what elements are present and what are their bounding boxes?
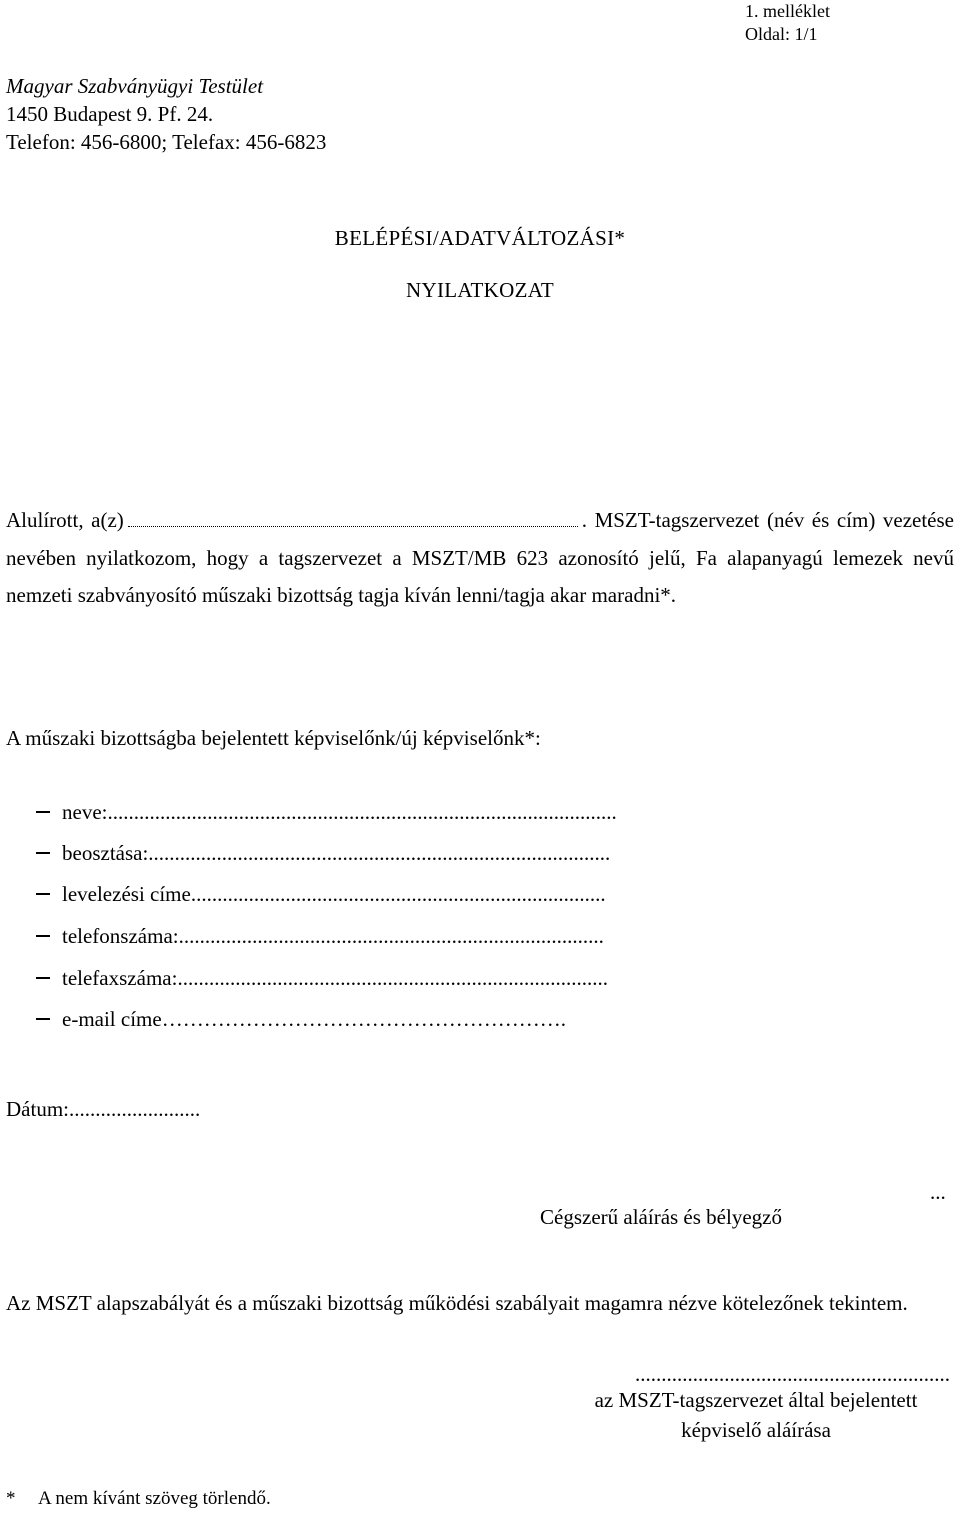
field-label: telefonszáma: — [62, 924, 179, 948]
field-name[interactable] — [36, 800, 896, 825]
dash-bullet — [36, 852, 50, 854]
dash-bullet — [36, 811, 50, 813]
company-signature-label: Cégszerű aláírás és bélyegző — [540, 1205, 782, 1229]
footnote-marker: * — [6, 1488, 16, 1509]
field-position[interactable] — [36, 841, 896, 866]
representative-signature-label-line2: képviselő aláírása — [681, 1418, 831, 1442]
date-label: Dátum: — [6, 1097, 69, 1121]
date-fill: ......................... — [69, 1097, 201, 1121]
representative-signature-line[interactable]: ............................................................ — [635, 1362, 950, 1386]
field-phone[interactable] — [36, 924, 896, 949]
document-title-line1: BELÉPÉSI/ADATVÁLTOZÁSI* — [334, 226, 626, 250]
field-label: beosztása: — [62, 841, 149, 865]
footnote — [6, 1488, 271, 1510]
page-number: Oldal: 1/1 — [745, 24, 818, 44]
acceptance-statement: Az MSZT alapszabályát és a műszaki bizottság működési szabályait magamra nézve kötelezőnek tekintem. — [6, 1291, 908, 1315]
field-email[interactable] — [36, 1007, 896, 1032]
declaration-paragraph — [6, 502, 954, 615]
field-fill: ................................................................................. — [178, 924, 604, 948]
appendix-label: 1. melléklet — [745, 1, 830, 21]
document-title-line2: NYILATKOZAT — [406, 278, 554, 302]
field-fill: ................................................................................................. — [107, 800, 617, 824]
date-field[interactable] — [6, 1097, 200, 1122]
field-fax[interactable] — [36, 966, 896, 991]
field-mailing-address[interactable] — [36, 882, 896, 907]
dash-bullet — [36, 977, 50, 979]
field-label: telefaxszáma: — [62, 966, 178, 990]
field-fill: ............................................................................... — [190, 882, 606, 906]
field-label: e-mail címe — [62, 1007, 162, 1031]
dash-bullet — [36, 1018, 50, 1020]
field-fill: …………………………………………………. — [161, 1007, 566, 1031]
field-fill: .................................................................................. — [177, 966, 608, 990]
representative-signature-label-line1: az MSZT-tagszervezet által bejelentett — [594, 1388, 918, 1412]
organization-name: Magyar Szabványügyi Testület — [6, 74, 264, 98]
dash-bullet — [36, 893, 50, 895]
organization-name-blank[interactable] — [128, 508, 578, 527]
organization-address: 1450 Budapest 9. Pf. 24. — [6, 102, 214, 126]
organization-contact: Telefon: 456-6800; Telefax: 456-6823 — [6, 130, 327, 154]
representative-heading: A műszaki bizottságba bejelentett képviselőnk/új képviselőnk*: — [6, 726, 541, 750]
appendix-header — [745, 0, 830, 46]
field-fill: ........................................................................................ — [148, 841, 611, 865]
dash-bullet — [36, 935, 50, 937]
declaration-prefix: Alulírott, a(z) — [6, 508, 124, 532]
company-signature-line[interactable]: ... — [930, 1180, 946, 1204]
footnote-text: A nem kívánt szöveg törlendő. — [38, 1488, 271, 1509]
declaration-suffix: . MSZT-tagszervezet (név és cím) vezetése nevében nyilatkozom, hogy a tagszervezet a MSZT/MB 623 azonosító jelű, Fa alapanyagú lemezek nevű nemzeti szabványosító műszaki bizottság tagja kíván lenni/tagja akar maradni*. — [6, 508, 954, 607]
field-label: levelezési címe — [62, 882, 191, 906]
field-label: neve: — [62, 800, 108, 824]
